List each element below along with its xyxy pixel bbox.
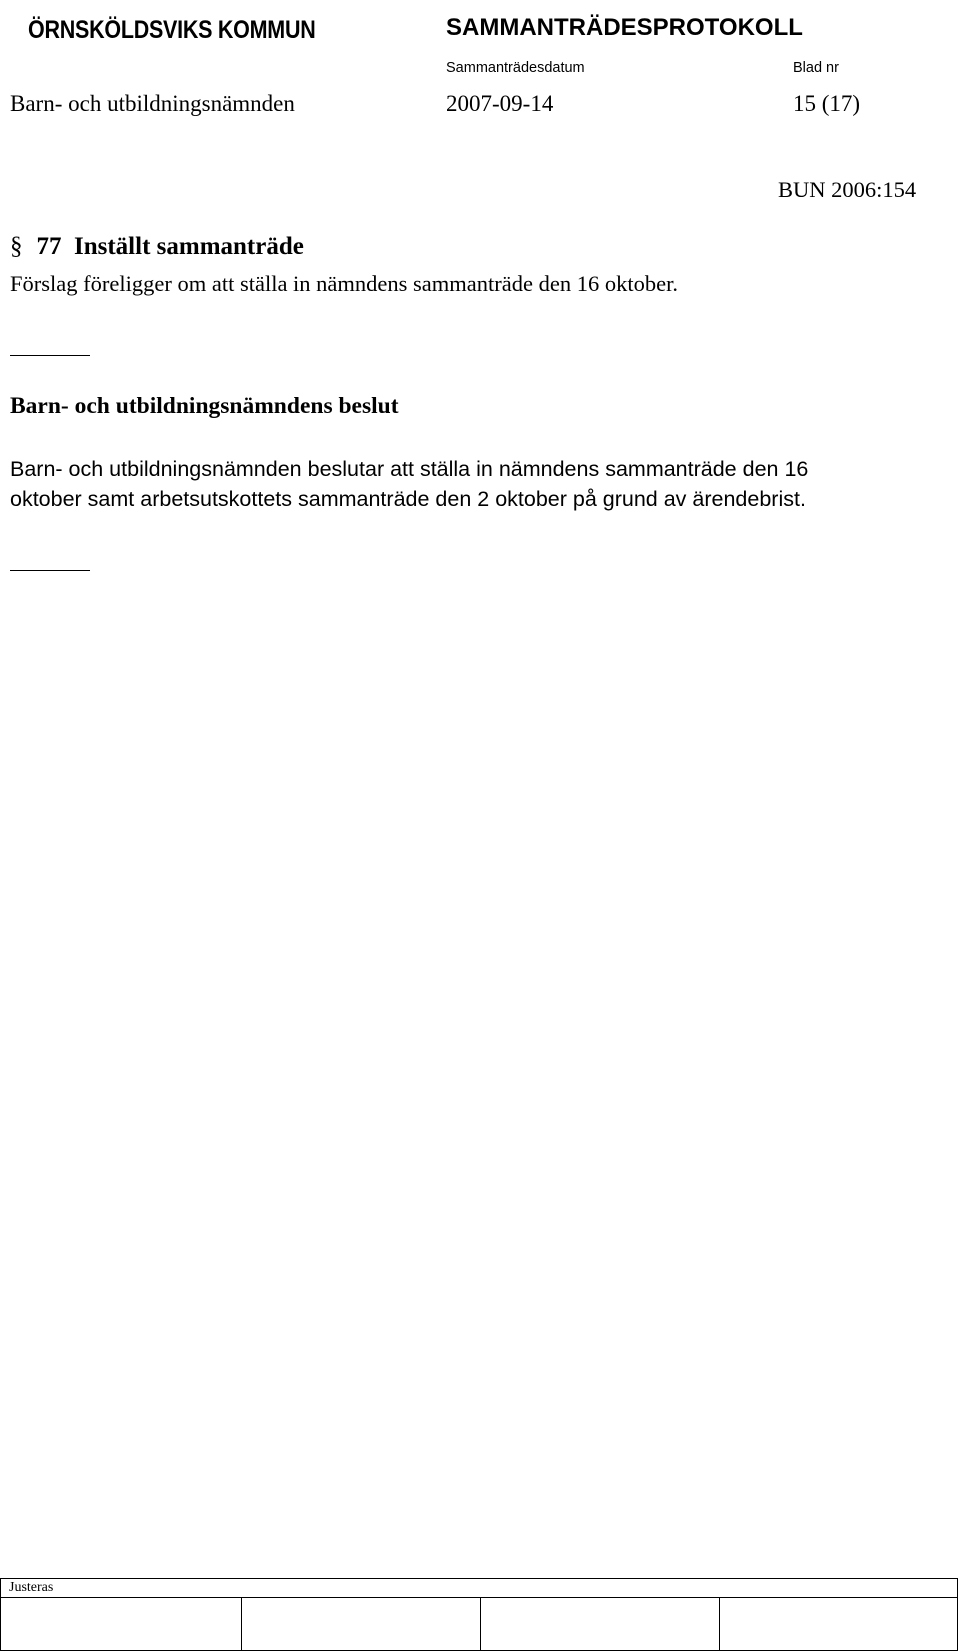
- section-title: Inställt sammanträde: [74, 233, 304, 260]
- section-heading: [10, 232, 304, 262]
- signature-cell-divider: [241, 1597, 242, 1650]
- page-number-label: Blad nr: [793, 60, 839, 76]
- decision-line: Barn- och utbildningsnämnden beslutar att ställa in nämndens sammanträde den 16: [10, 457, 809, 481]
- committee-name: Barn- och utbildningsnämnden: [10, 91, 295, 116]
- decision-text: [10, 454, 945, 514]
- decision-line: oktober samt arbetsutskottets sammanträde den 2 oktober på grund av ärendebrist.: [10, 487, 806, 511]
- separator-rule: [10, 355, 90, 356]
- signature-cell-divider: [480, 1597, 481, 1650]
- meeting-date: 2007-09-14: [446, 91, 554, 116]
- separator-rule: [10, 570, 90, 571]
- proposal-text: Förslag föreligger om att ställa in nämndens sammanträde den 16 oktober.: [10, 271, 678, 296]
- section-number: 77: [36, 233, 62, 260]
- signature-cell-divider: [719, 1597, 720, 1650]
- meeting-date-label: Sammanträdesdatum: [446, 60, 585, 76]
- justeras-divider: [1, 1597, 957, 1598]
- document-type: SAMMANTRÄDESPROTOKOLL: [446, 14, 803, 41]
- case-number: BUN 2006:154: [778, 177, 917, 202]
- page-number: 15 (17): [793, 91, 861, 116]
- section-symbol: §: [10, 233, 23, 260]
- municipality-logo: [20, 8, 320, 52]
- justeras-box: [0, 1578, 958, 1651]
- logo-wordmark: ÖRNSKÖLDSVIKS KOMMUN: [28, 15, 316, 44]
- decision-heading: Barn- och utbildningsnämndens beslut: [10, 393, 399, 419]
- justeras-label: Justeras: [9, 1580, 54, 1595]
